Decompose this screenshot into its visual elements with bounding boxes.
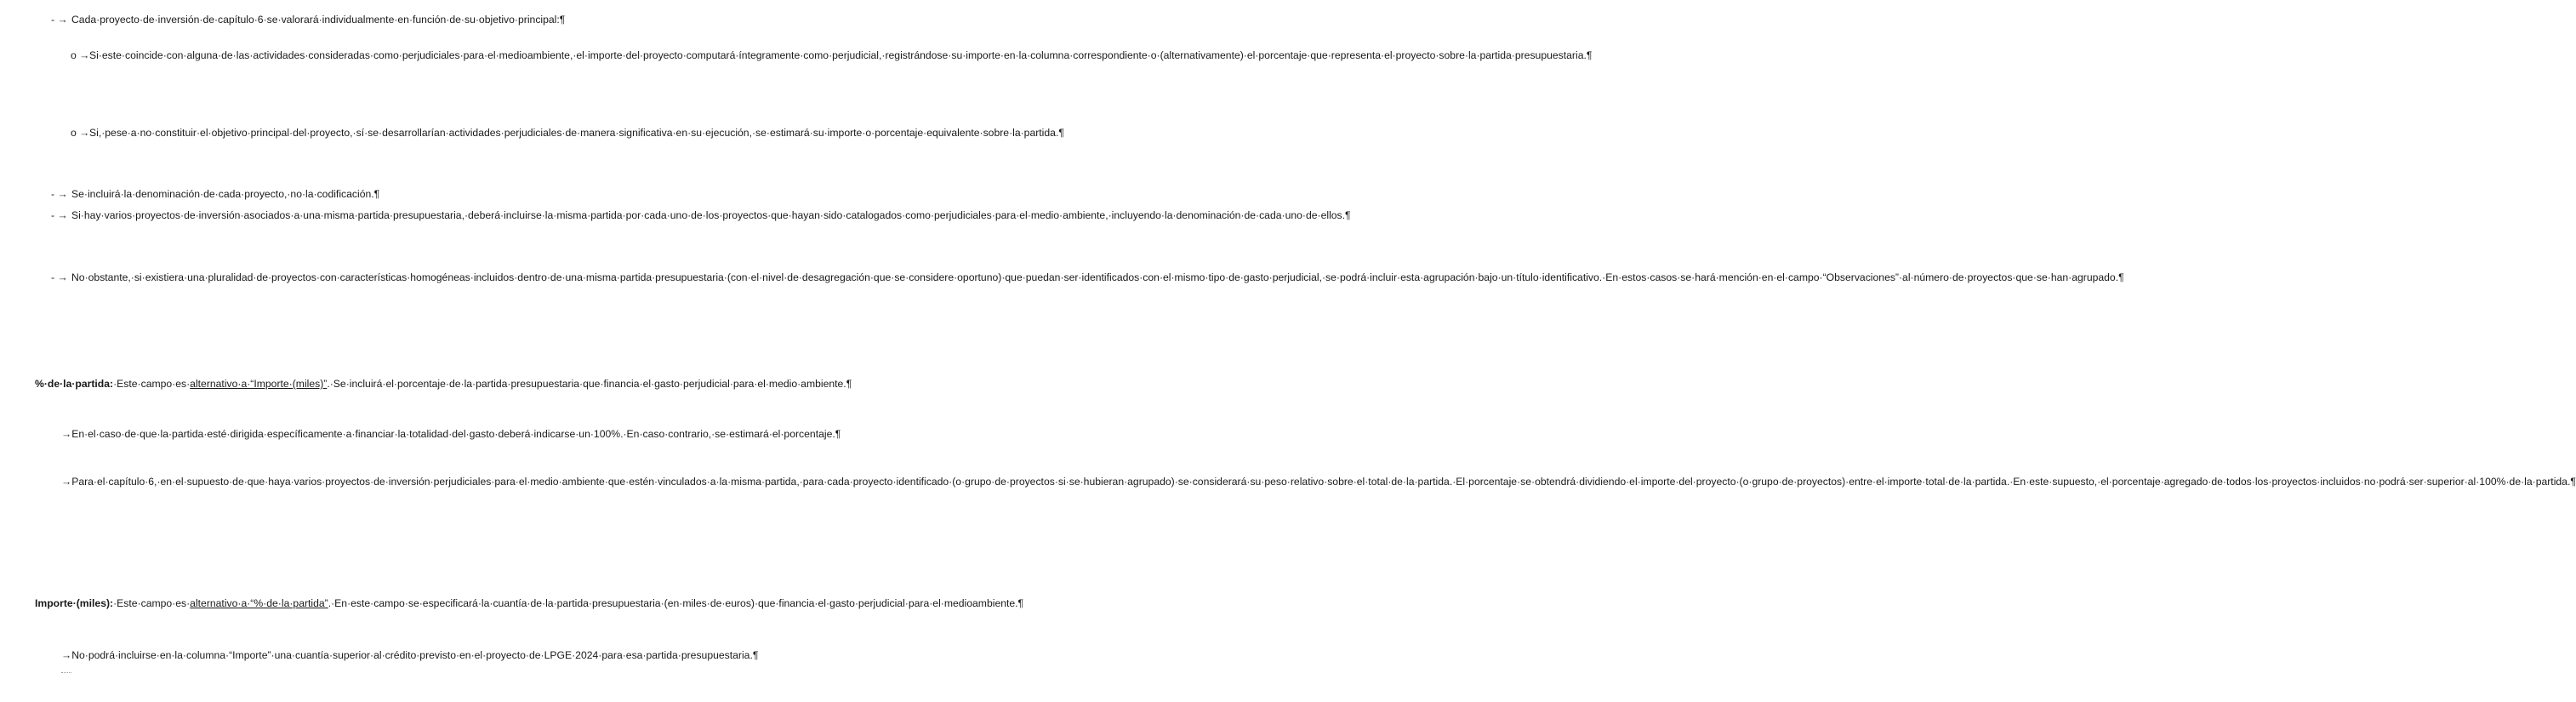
bullet-text: Se·incluirá·la·denominación·de·cada·proyecto,·no·la·codificación.¶ <box>71 188 380 200</box>
field-text: ·Este·campo·es· <box>113 597 191 609</box>
bullet-item <box>51 187 425 202</box>
sub-bullet-text: Si,·pese·a·no·constituir·el·objetivo·principal·del·proyecto,·sí·se·desarrollarían·actividades·perjudiciales·de·manera·significativa·en·su·ejecución,·se·estimará·su·importe·o·porcentaje·equivalente·sobre·la·partida.¶ <box>89 127 1064 139</box>
circle-arrow-marker: o → <box>71 49 90 61</box>
trailing-dotted-fill <box>61 664 71 673</box>
paragraph-text: →Para·el·capítulo·6,·en·el·supuesto·de·que·haya·varios·proyectos·de·inversión·perjudiciales·para·el·medio·ambiente·que·estén·vinculados·a·la·misma·partida,·para·cada·proyecto·identificado·(o·grupo·de·proyectos·si·se·hubieran·agrupado)·se·considerará·su·peso·relativo·sobre·el·total·de·la·partida.·El·porcentaje·se·obtendrá·dividiendo·el·importe·del·proyecto·(o·grupo·de·proyectos)·entre·el·importe·total·de·la·partida.·En·este·supuesto,·el·porcentaje·agregado·de·todos·los·proyectos·incluidos·no·podrá·ser·superior·al·100%·de·la·partida.¶ <box>61 476 2576 488</box>
indented-paragraph <box>61 475 2576 489</box>
field-text: .·En·este·campo·se·especificará·la·cuantía·de·la·partida·presupuestaria·(en·miles·de·euros)·que·financia·el·gasto·perjudicial·para·el·medioambiente.¶ <box>328 597 1024 609</box>
cross-reference: alternativo·a·“Importe·(miles)” <box>190 378 328 390</box>
indented-paragraph <box>61 427 841 442</box>
bullet-text: Si·hay·varios·proyectos·de·inversión·asociados·a·una·misma·partida·presupuestaria,·deberá·incluirse·la·misma·partida·por·cada·uno·de·los·proyectos·que·hayan·sido·catalogados·como·perjudiciales·para·el·medio·ambiente,·incluyendo·la·denominación·de·cada·uno·de·ellos.¶ <box>71 209 1351 221</box>
dash-arrow-marker: - → <box>51 188 68 200</box>
field-definition-amount <box>35 596 1024 611</box>
circle-arrow-marker: o → <box>71 127 90 139</box>
sub-bullet-item <box>71 49 1593 63</box>
field-definition-percent <box>35 377 852 391</box>
field-text: ·Este·campo·es· <box>113 378 191 390</box>
dash-arrow-marker: - → <box>51 271 68 283</box>
field-label: %·de·la·partida: <box>35 378 114 390</box>
field-text: .·Se·incluirá·el·porcentaje·de·la·partida·presupuestaria·que·financia·el·gasto·perjudicial·para·el·medio·ambiente.¶ <box>327 378 852 390</box>
paragraph-text: →En·el·caso·de·que·la·partida·esté·dirigida·específicamente·a·financiar·la·totalidad·del·gasto·deberá·indicarse·un·100%.·En·caso·contrario,·se·estimará·el·porcentaje.¶ <box>61 428 841 440</box>
dash-arrow-marker: - → <box>51 14 68 26</box>
bullet-item <box>51 208 1351 223</box>
cross-reference: alternativo·a·“%·de·la·partida” <box>190 597 328 609</box>
field-label: Importe·(miles): <box>35 597 114 609</box>
bullet-text: No·obstante,·si·existiera·una·pluralidad·de·proyectos·con·características·homogéneas·incluidos·dentro·de·una·misma·partida·presupuestaria·(con·el·nivel·de·desagregación·que·se·considere·oportuno)·que·puedan·ser·identificados·con·el·mismo·tipo·de·gasto·perjudicial,·se·podrá·incluir·esta·agrupación·bajo·un·título·identificativo.·En·estos·casos·se·hará·mención·en·el·campo·“Observaciones”·al·número·de·proyectos·que·se·han·agrupado.¶ <box>71 271 2124 283</box>
bullet-text: Cada·proyecto·de·inversión·de·capítulo·6·se·valorará·individualmente·en·función·de·su·objetivo·principal:¶ <box>71 14 566 26</box>
bullet-item <box>51 271 2124 285</box>
dash-arrow-marker: - → <box>51 209 68 221</box>
sub-bullet-text: Si·este·coincide·con·alguna·de·las·actividades·consideradas·como·perjudiciales·para·el·medioambiente,·el·importe·del·proyecto·computará·íntegramente·como·perjudicial,·registrándose·su·importe·en·la·columna·correspondiente·o·(alternativamente)·el·porcentaje·que·representa·el·proyecto·sobre·la·partida·presupuestaria.¶ <box>89 49 1593 61</box>
sub-bullet-item <box>71 126 1064 140</box>
paragraph-text: →No·podrá·incluirse·en·la·columna·“Importe”·una·cuantía·superior·al·crédito·previsto·en·el·proyecto·de·LPGE·2024·para·esa·partida·presupuestaria.¶ <box>61 649 759 661</box>
indented-paragraph <box>61 648 759 677</box>
bullet-item <box>51 13 566 27</box>
